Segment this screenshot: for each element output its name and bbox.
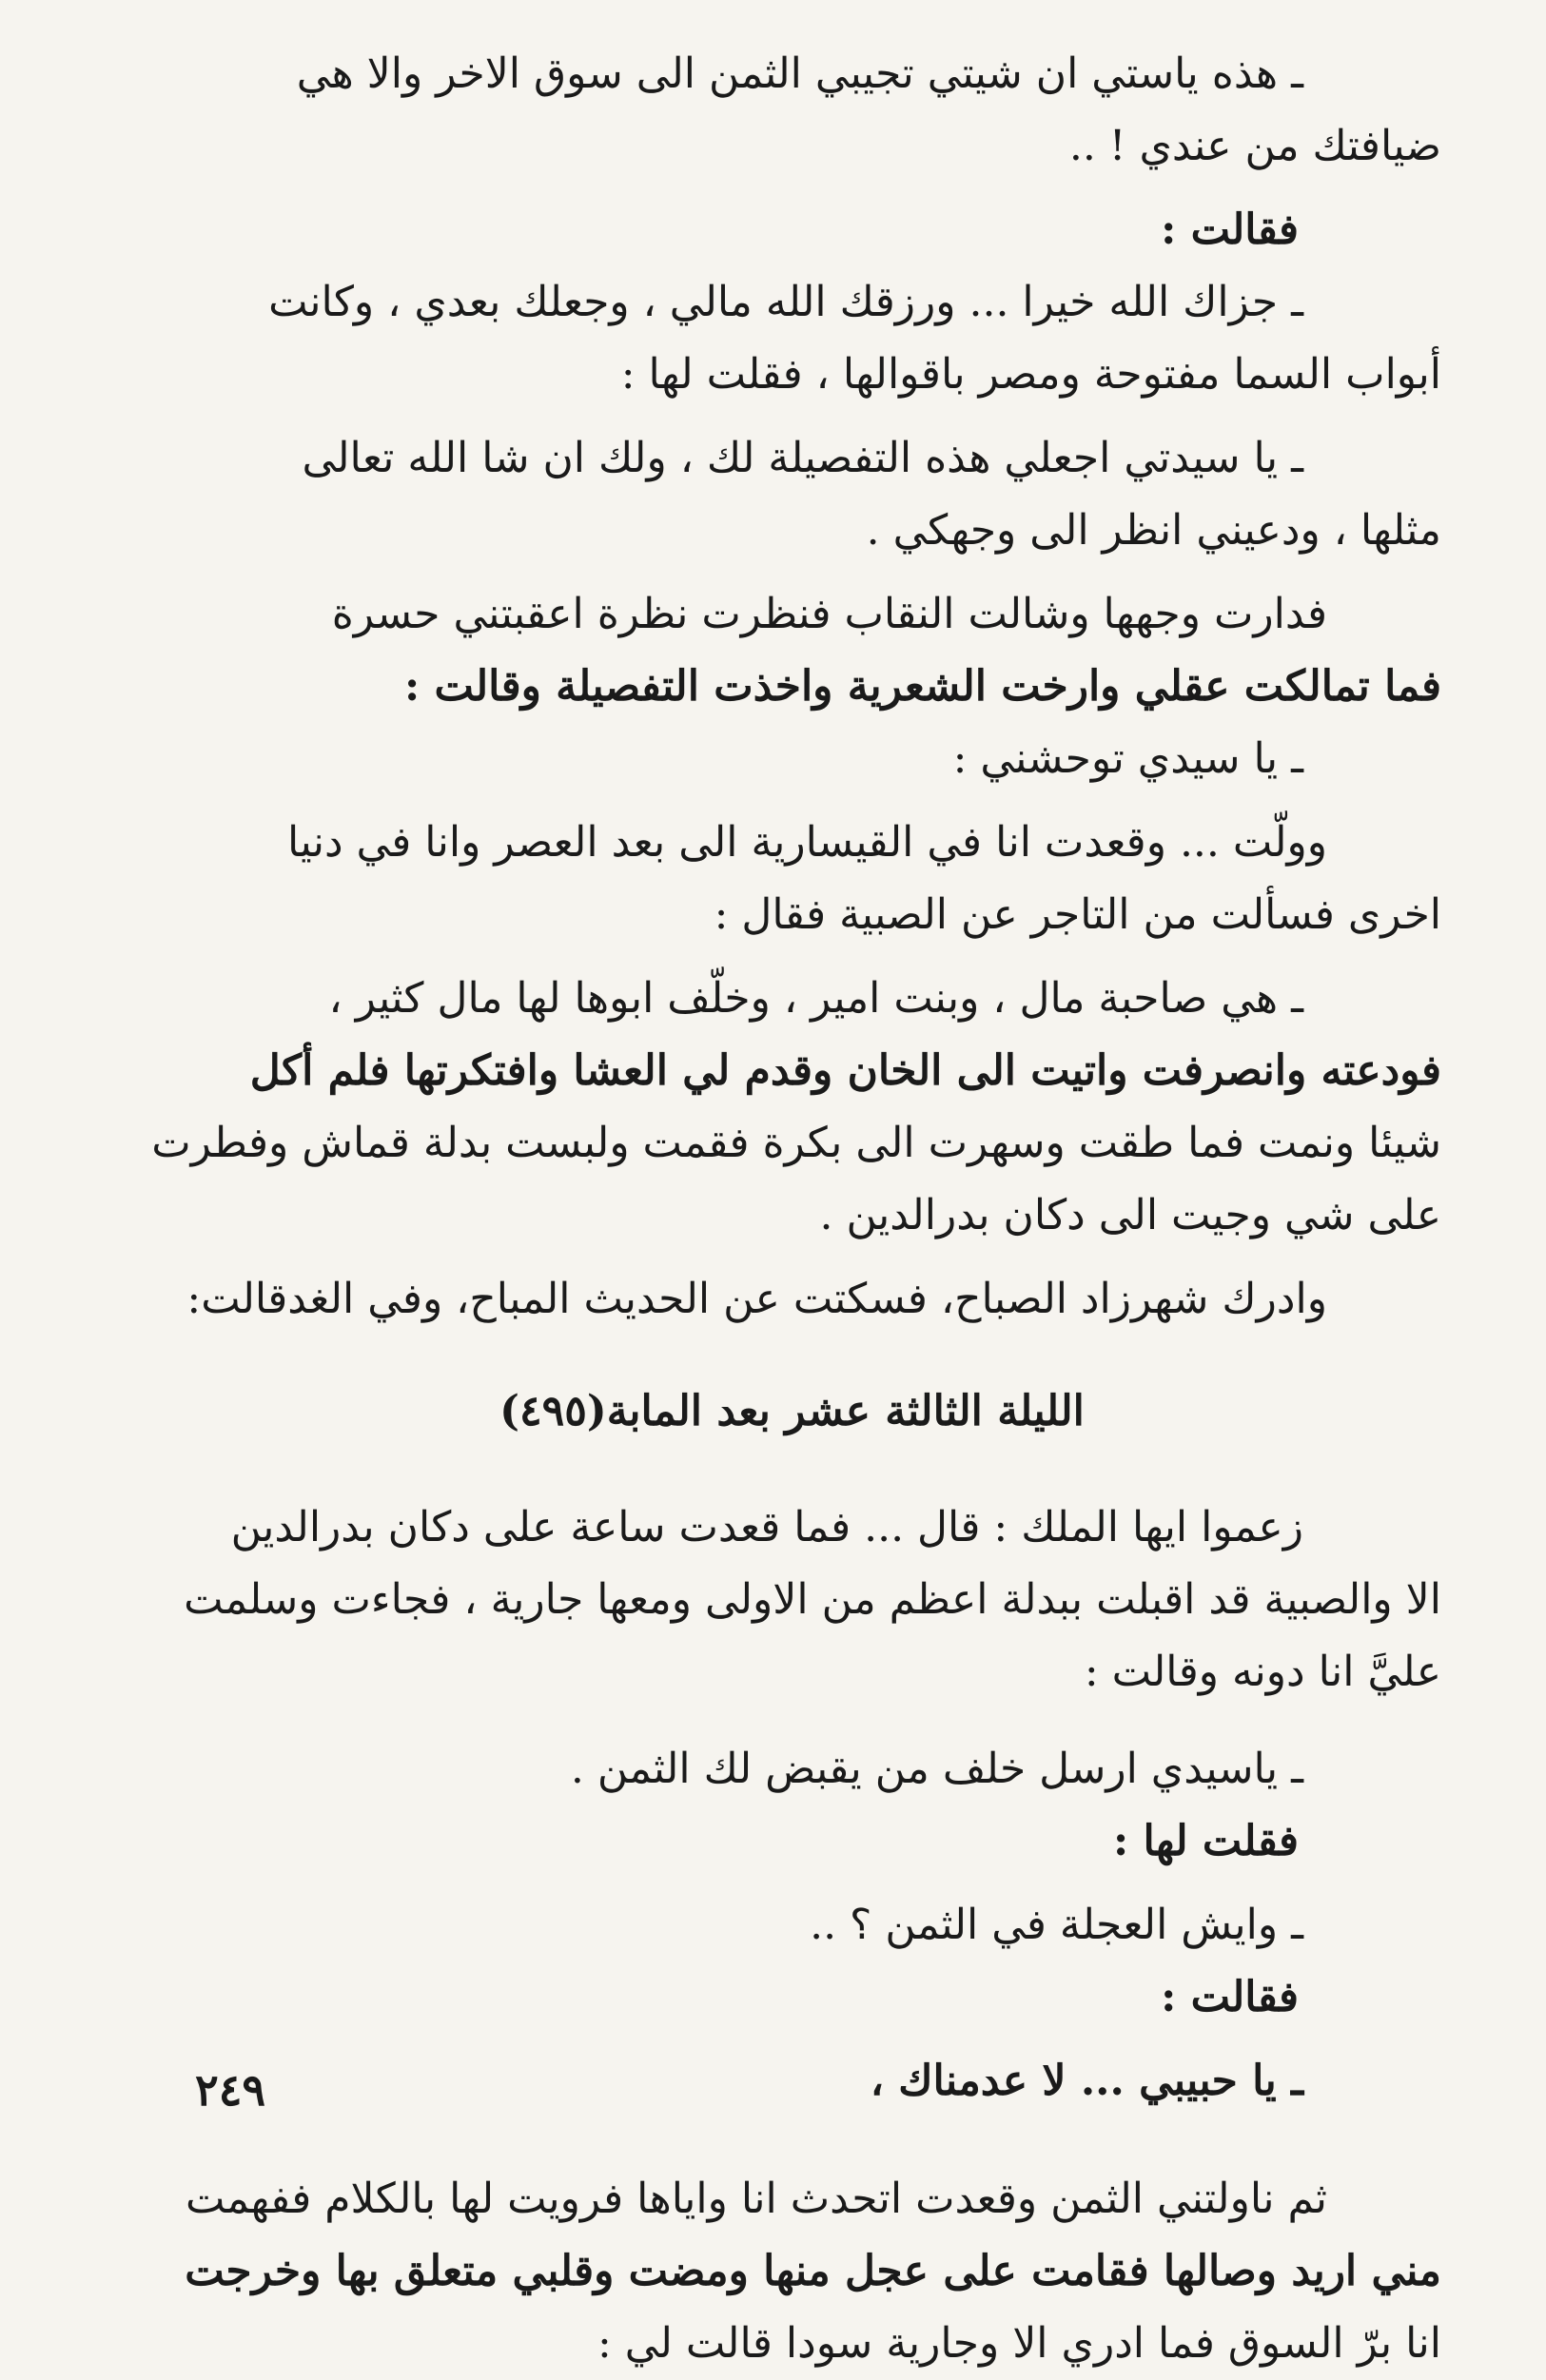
paragraph-5 [143, 578, 1441, 795]
paragraph-15 [143, 2163, 1441, 2380]
text-line: ـ وايش العجلة في الثمن ؟ .. [810, 1901, 1303, 1949]
paragraph-10 [143, 1733, 1441, 1805]
speaker-line: فقلت لها : [1112, 1817, 1299, 1865]
text-line: عليَّ انا دونه وقالت : [1084, 1648, 1441, 1696]
text-line: انا برّ السوق فما ادري الا وجارية سودا قالت لي : [597, 2319, 1441, 2368]
text-line: زعموا ايها الملك : قال ... فما قعدت ساعة على دكان بدرالدين [230, 1503, 1303, 1551]
text-line: الا والصبية قد اقبلت ببدلة اعظم من الاولى ومعها جارية ، فجاءت وسلمت [184, 1575, 1441, 1624]
paragraph-11 [143, 1805, 1441, 1878]
text-line: ـ يا حبيبي ... لا عدمناك ، [870, 2057, 1303, 2105]
text-line: ثم ناولتني الثمن وقعدت اتحدث انا واياها فرويت لها بالكلام ففهمت [186, 2175, 1327, 2223]
paragraph-6 [143, 807, 1441, 951]
text-line: ـ ياسيدي ارسل خلف من يقبض لك الثمن . [570, 1745, 1303, 1793]
page-number: ٢٤٩ [195, 2064, 266, 2116]
text-line: ضيافتك من عندي ! .. [1068, 122, 1441, 170]
paragraph-9 [143, 1492, 1441, 1708]
text-line: ـ هي صاحبة مال ، وبنت امير ، وخلّف ابوها لها مال كثير ، [328, 974, 1303, 1023]
paragraph-8 [143, 1263, 1441, 1336]
paragraph-2 [143, 194, 1441, 266]
text-line: فدارت وجهها وشالت النقاب فنظرت نظرة اعقبتني حسرة [331, 590, 1327, 638]
speaker-line: فقالت : [1161, 1973, 1299, 2021]
paragraph-4 [143, 422, 1441, 567]
text-line: ـ يا سيدي توحشني : [952, 734, 1303, 783]
text-line: اخرى فسألت من التاجر عن الصبية فقال : [714, 890, 1441, 939]
text-line: وولّت ... وقعدت انا في القيسارية الى بعد العصر وانا في دنيا [287, 818, 1327, 867]
text-line: فما تمالكت عقلي وارخت الشعرية واخذت التفصيلة وقالت : [403, 662, 1441, 711]
paragraph-3 [143, 266, 1441, 411]
text-line: مني اريد وصالها فقامت على عجل منها ومضت وقلبي متعلق بها وخرجت [185, 2247, 1441, 2295]
text-line: ـ يا سيدتي اجعلي هذه التفصيلة لك ، ولك ان شا الله تعالى [302, 434, 1303, 482]
text-line: وادرك شهرزاد الصباح، فسكتت عن الحديث المباح، وفي الغدقالت: [186, 1275, 1327, 1323]
paragraph-1 [143, 38, 1441, 183]
text-line: أبواب السما مفتوحة ومصر باقوالها ، فقلت لها : [620, 350, 1441, 399]
text-line: فودعته وانصرفت واتيت الى الخان وقدم لي العشا وافتكرتها فلم أكل [249, 1046, 1441, 1095]
text-line: ـ هذه ياستي ان شيتي تجيبي الثمن الى سوق الاخر والا هي [296, 49, 1303, 98]
paragraph-7 [143, 963, 1441, 1252]
paragraph-12 [143, 1889, 1441, 1961]
text-line: مثلها ، ودعيني انظر الى وجهكي . [866, 506, 1441, 555]
speaker-line: فقالت : [1161, 205, 1299, 254]
paragraph-13 [143, 1961, 1441, 2034]
text-line: ـ جزاك الله خيرا ... ورزقك الله مالي ، وجعلك بعدي ، وكانت [268, 278, 1303, 326]
text-line: شيئا ونمت فما طقت وسهرت الى بكرة فقمت ولبست بدلة قماش وفطرت [151, 1119, 1441, 1167]
text-line: على شي وجيت الى دكان بدرالدين . [819, 1191, 1441, 1239]
paragraph-14 [143, 2045, 1441, 2117]
night-heading: الليلة الثالثة عشر بعد المابة(٤٩٥) [499, 1387, 1085, 1435]
